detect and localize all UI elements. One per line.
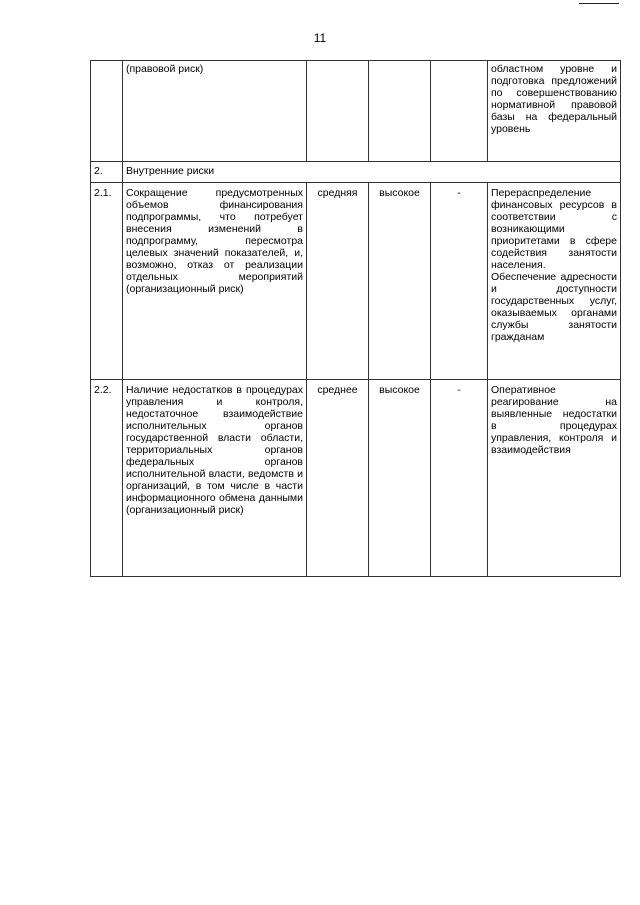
section-row — [91, 162, 621, 183]
cell-measures — [488, 183, 621, 380]
cell-number: 2.2. — [91, 380, 123, 577]
cell-number — [91, 61, 123, 162]
page-number: 11 — [313, 31, 327, 45]
header-rule — [579, 3, 619, 4]
table-row-continued — [91, 61, 621, 162]
cell-probability — [307, 61, 369, 162]
cell-description: (правовой риск) — [123, 61, 307, 162]
cell-measures: областном уровне и подготовка предложений по совершенствованию нормативной правовой базы на федеральный уровень — [488, 61, 621, 162]
section-number: 2. — [91, 162, 123, 183]
measure-text: Обеспечение адресности и доступности государственных услуг, оказываемых органами службы занятости гражданам — [491, 271, 617, 343]
cell-impact: высокое — [369, 380, 431, 577]
cell-impact — [369, 61, 431, 162]
cell-probability: среднее — [307, 380, 369, 577]
risk-table — [90, 60, 621, 577]
cell-measures: Оперативное реагирование на выявленные недостатки в процедурах управления, контроля и взаимодействия — [488, 380, 621, 577]
cell-probability: средняя — [307, 183, 369, 380]
cell-description: Сокращение предусмотренных объемов финансирования подпрограммы, что потребует внесения изменений в подпрограмму, пересмотра целевых значений показателей, и, возможно, отказ от реализации отдельных мероприятий (организационный риск) — [123, 183, 307, 380]
cell-indicator: - — [431, 380, 488, 577]
cell-description: Наличие недостатков в процедурах управления и контроля, недостаточное взаимодействие исполнительных органов государственной власти области, территориальных органов федеральных органов исполнительной власти, ведомств и организаций, в том числе в части информационного обмена данными (организационный риск) — [123, 380, 307, 577]
table-row — [91, 183, 621, 380]
cell-number: 2.1. — [91, 183, 123, 380]
section-title: Внутренние риски — [123, 162, 621, 183]
cell-impact: высокое — [369, 183, 431, 380]
table-row — [91, 380, 621, 577]
cell-indicator: - — [431, 183, 488, 380]
cell-indicator — [431, 61, 488, 162]
measure-text: Перераспределение финансовых ресурсов в соответствии с возникающими приоритетами в сфере содействия занятости населения. — [491, 187, 617, 271]
